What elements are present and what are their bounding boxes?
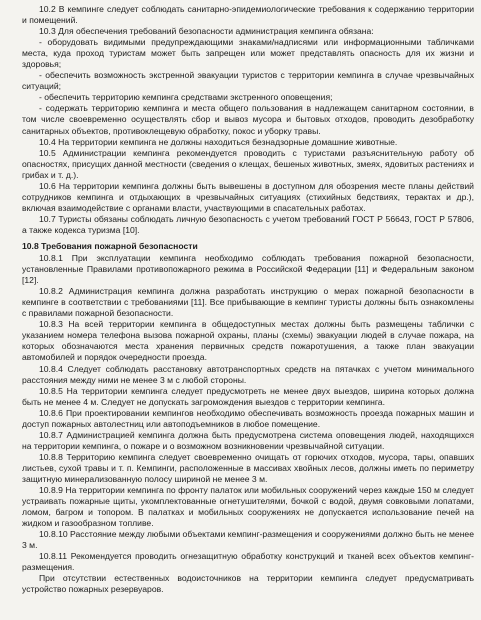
paragraph-10-3: 10.3 Для обеспечения требований безопасности администрация кемпинга обязана: [39,26,374,37]
paragraph-10-8-11: 10.8.11 Рекомендуется проводить огнезащитную обработку конструкций и тканей всех объектов кемпинг-размещения. [22,551,474,573]
paragraph-10-8-1: 10.8.1 При эксплуатации кемпинга необходимо соблюдать требования пожарной безопасности, установленные Правилами противопожарного режима в Российской Федерации [11] и Федеральным законом [12]. [22,253,474,286]
paragraph-10-8-4: 10.8.4 Следует соблюдать расстановку автотранспортных средств на пятачках с учетом минимального расстояния между ними не менее 3 м с любой стороны. [22,363,474,385]
paragraph-10-8-2: 10.8.2 Администрация кемпинга должна разработать инструкцию о мерах пожарной безопасности в кемпинге в соответствии с требованиями [11]. Все прибывающие в кемпинг туристы должны быть ознакомлены с правилами пожарной безопасности. [22,286,474,319]
paragraph-10-5: 10.5 Администрации кемпинга рекомендуется проводить с туристами разъяснительную работу об опасностях, присущих данной местности (сведения о клещах, бешеных животных, змеях, ядовитых растениях и грибах и т. д.). [22,147,474,180]
document-page [22,4,474,595]
paragraph-10-8-9: 10.8.9 На территории кемпинга по фронту палаток или мобильных сооружений через каждые 150 м следует устраивать пожарные щиты, укомплектованные огнетушителями, бочкой с водой, двумя совковыми лопатами, ломом, багром и топором. В палатках и мобильных сооружениях не допускается использование печей на жидком и газообразном топливе. [22,485,474,529]
paragraph-10-6: 10.6 На территории кемпинга должны быть вывешены в доступном для обозрения месте планы действий сотрудников кемпинга и отдыхающих в чрезвычайных ситуациях (стихийных бедствиях, терактах и др.), включая взаимодействие с органами власти, участвующими в спасательных работах. [22,180,474,213]
paragraph-10-4: 10.4 На территории кемпинга не должны находиться безнадзорные домашние животные. [39,136,398,147]
paragraph-10-8-8: 10.8.8 Территорию кемпинга следует своевременно очищать от горючих отходов, мусора, тары, опавших листьев, сухой травы и т. п. Кемпинги, расположенные в массивах хвойных лесов, должны иметь по периметру защитную минерализованную полосу шириной не менее 3 м. [22,451,474,484]
list-item-evacuation: - обеспечить возможность экстренной эвакуации туристов с территории кемпинга в случае чрезвычайных ситуаций; [22,70,474,92]
section-heading-fire-safety: 10.8 Требования пожарной безопасности [22,240,198,251]
paragraph-10-2: 10.2 В кемпинге следует соблюдать санитарно-эпидемиологические требования к содержанию территории и помещений. [22,4,474,26]
paragraph-10-8-5: 10.8.5 На территории кемпинга следует предусмотреть не менее двух выездов, ширина которых должна быть не менее 4 м. Следует не допускать загромождения выездов с территории кемпинга. [22,385,474,407]
list-item-alert: - обеспечить территорию кемпинга средствами экстренного оповещения; [39,92,333,103]
paragraph-10-7: 10.7 Туристы обязаны соблюдать личную безопасность с учетом требований ГОСТ Р 56643, ГОСТ Р 57806, а также кодекса туризма [10]. [22,213,474,235]
paragraph-10-8-3: 10.8.3 На всей территории кемпинга в общедоступных местах должны быть размещены таблички с указанием номера телефона вызова пожарной охраны, планы (схемы) эвакуации людей в случае пожара, на которых обозначаются места хранения первичных средств пожаротушения, а также план эвакуации автомобилей и порядок очередности проезда. [22,319,474,363]
paragraph-10-8-6: 10.8.6 При проектировании кемпингов необходимо обеспечивать возможность проезда пожарных машин и доступ пожарных автолестниц или автоподъемников в любое помещение. [22,407,474,429]
paragraph-water-sources: При отсутствии естественных водоисточников на территории кемпинга следует предусматривать устройство пожарных резервуаров. [22,573,474,595]
paragraph-10-8-7: 10.8.7 Администрацией кемпинга должна быть предусмотрена система оповещения людей, находящихся на территории кемпинга, о пожаре и о возможном возникновении чрезвычайной ситуации. [22,429,474,451]
paragraph-10-8-10: 10.8.10 Расстояние между любыми объектами кемпинг-размещения и сооружениями должно быть не менее 3 м. [22,529,474,551]
list-item-signs: - оборудовать видимыми предупреждающими знаками/надписями или информационными табличками места, куда проход туристам может быть запрещен или может представлять опасность для их жизни и здоровья; [22,37,474,70]
list-item-sanitary: - содержать территорию кемпинга и места общего пользования в надлежащем санитарном состоянии, в том числе своевременно осуществлять сбор и вывоз мусора и бытовых отходов, проводить дезобработку санитарных объектов, противоклещевую обработку, покос и уборку травы. [22,103,474,136]
